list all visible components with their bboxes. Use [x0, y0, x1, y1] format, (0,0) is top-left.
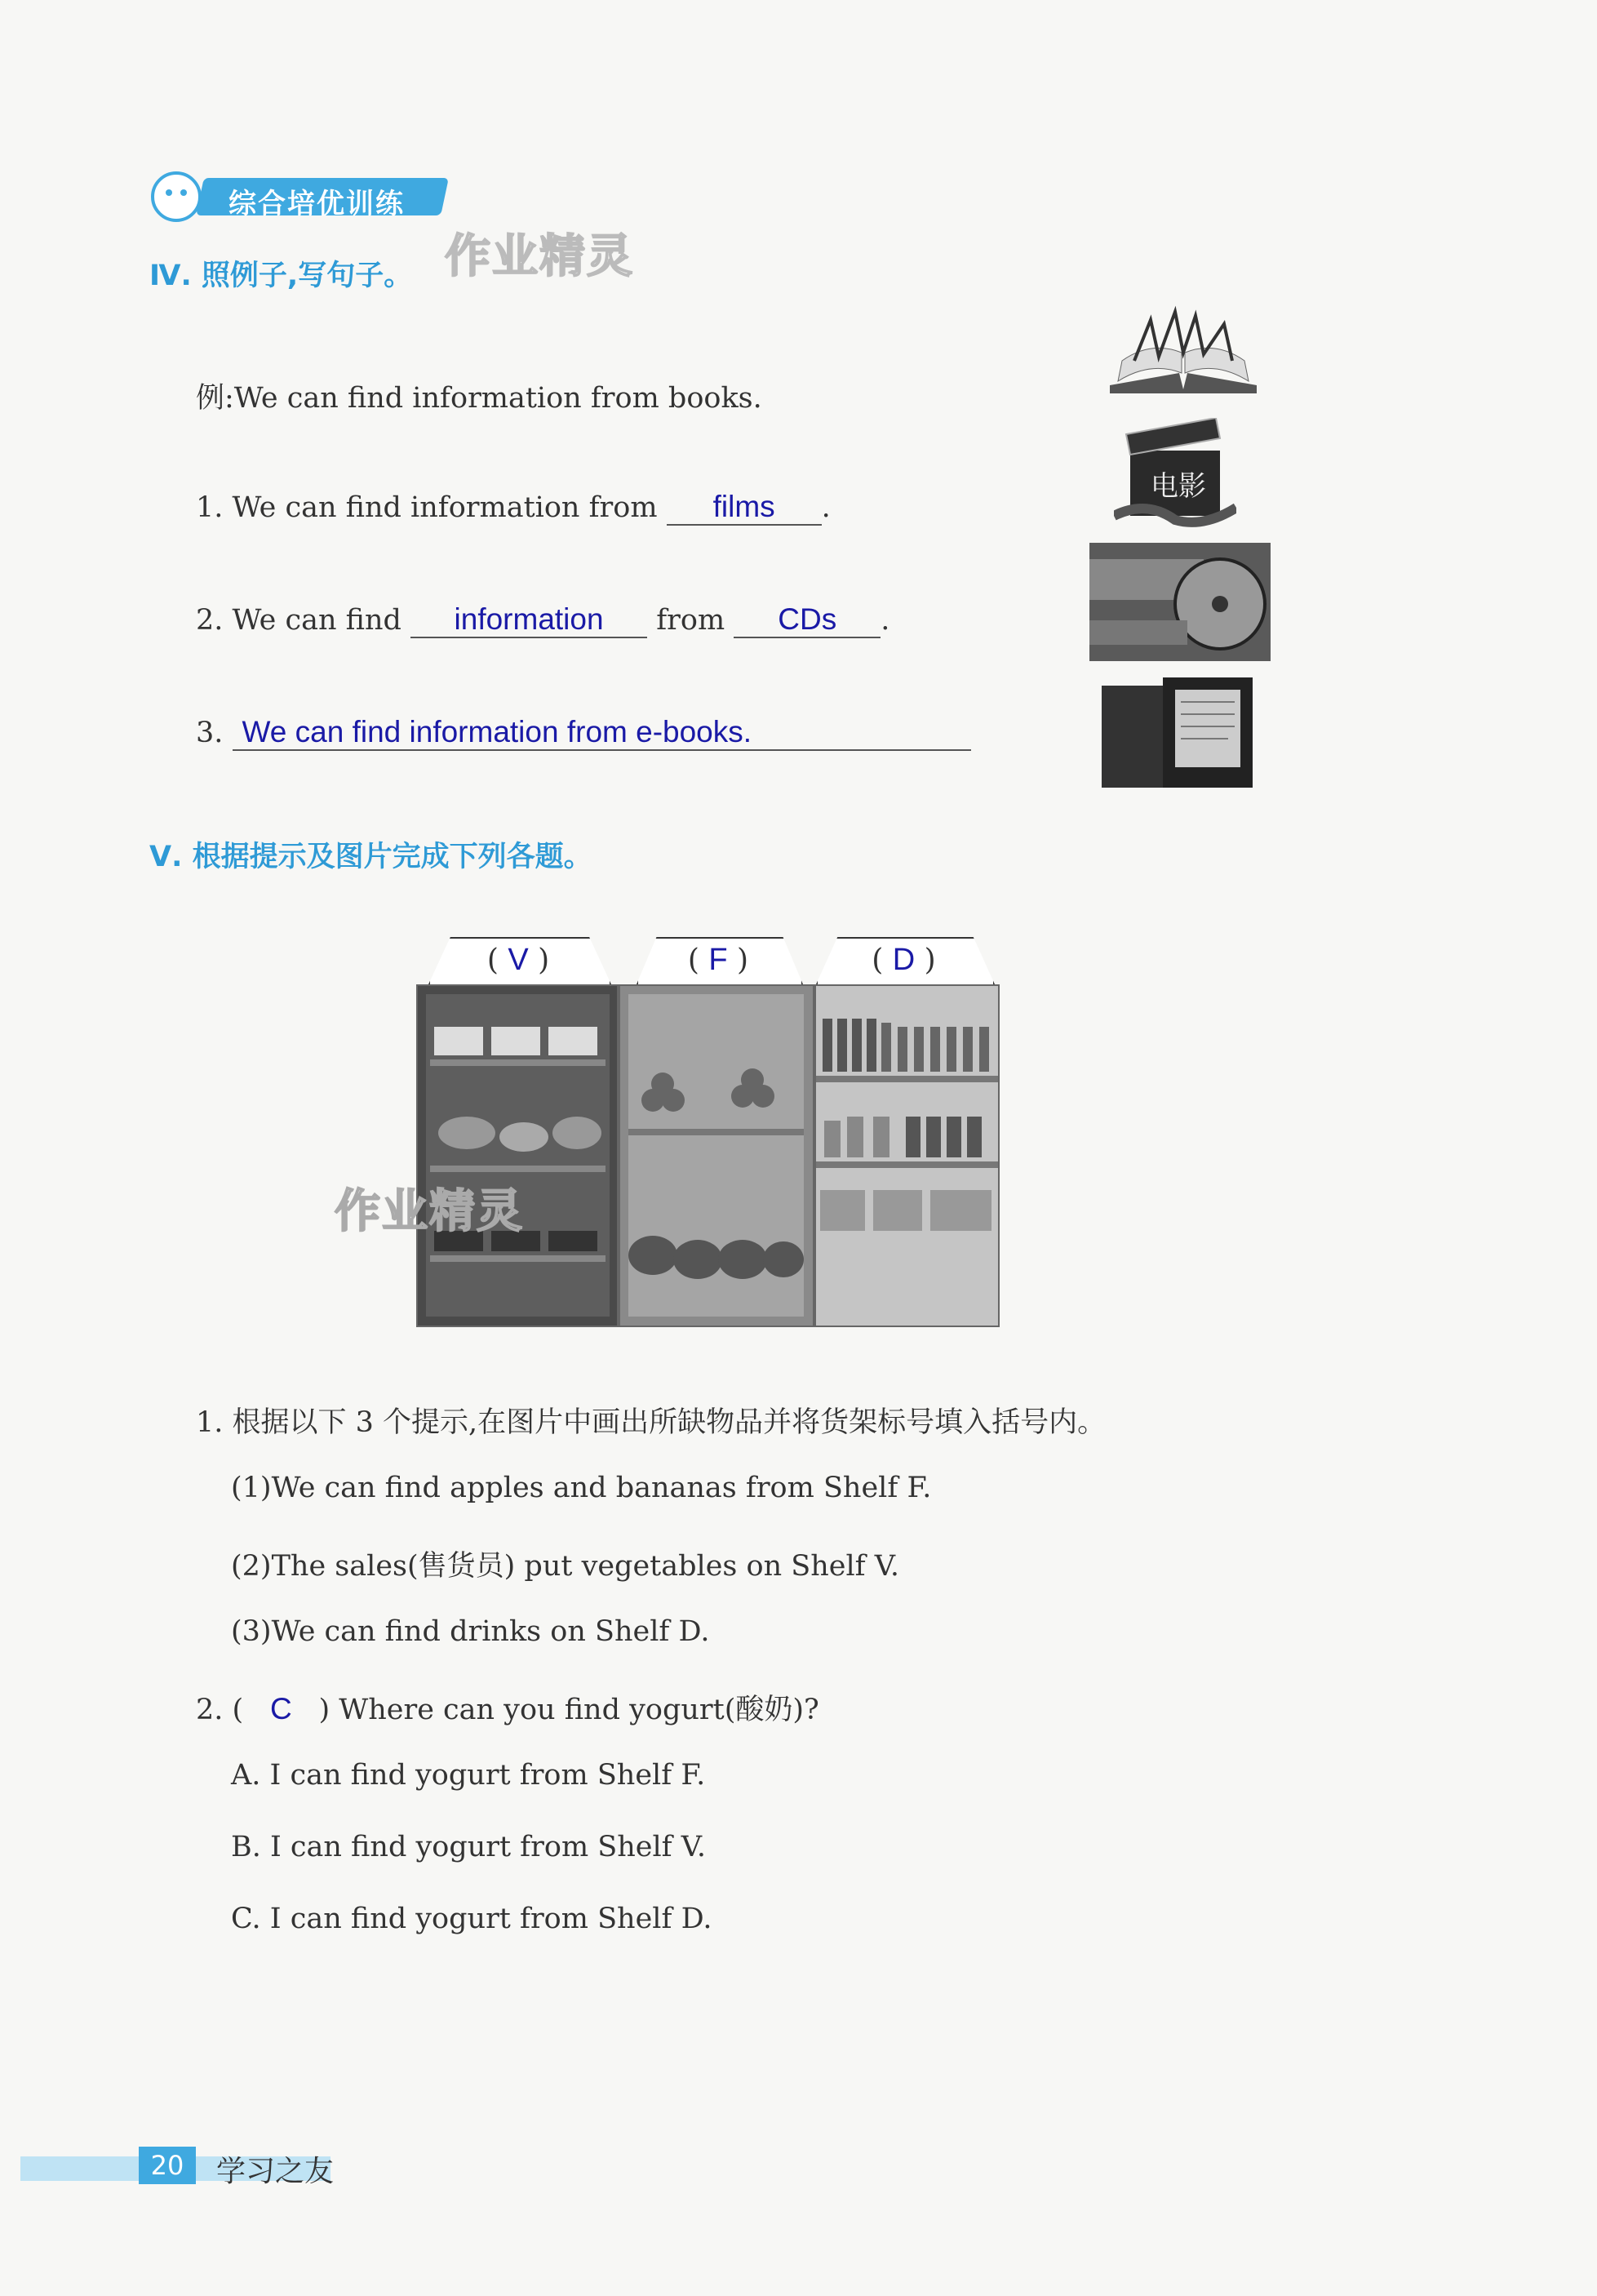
mascot-icon — [151, 171, 202, 222]
shelf-v — [416, 984, 619, 1327]
q3-answer: We can find information from e-books. — [242, 715, 752, 748]
cd-icon — [1089, 543, 1271, 661]
option-b: B. I can find yogurt from Shelf V. — [231, 1831, 707, 1863]
shelf-f-answer: F — [708, 943, 728, 977]
shelf-f — [619, 984, 814, 1327]
page-number: 20 — [139, 2147, 196, 2184]
q3-prefix: 3. — [196, 717, 224, 749]
q2-prefix: 2. We can find — [196, 604, 401, 637]
film-label: 电影 — [1151, 470, 1206, 503]
q2-suffix: . — [881, 604, 890, 637]
question-5-2 — [196, 1687, 819, 1728]
question-4-2 — [196, 602, 889, 638]
example-sentence: 例:We can find information from books. — [196, 382, 762, 415]
q5-2-suffix: ) Where can you find yogurt(酸奶)? — [318, 1694, 819, 1726]
book-title: 学习之友 — [216, 2155, 335, 2188]
shelf-d-answer: D — [892, 943, 916, 977]
question-5-1: 1. 根据以下 3 个提示,在图片中画出所缺物品并将货架标号填入括号内。 — [196, 1406, 1107, 1439]
q1-prefix: 1. We can find information from — [196, 491, 658, 524]
q2-blank-1[interactable] — [410, 602, 647, 638]
q3-blank[interactable] — [233, 715, 971, 751]
shelf-label-d-text: ( D ) — [872, 943, 936, 977]
watermark: 作业精灵 — [445, 230, 634, 283]
section-4-title: Ⅳ. 照例子,写句子。 — [149, 260, 413, 292]
question-4-3 — [196, 715, 971, 751]
q1-suffix: . — [821, 491, 831, 524]
q2-answer-2: CDs — [778, 602, 837, 636]
hint-3: (3)We can find drinks on Shelf D. — [231, 1615, 710, 1648]
hint-1: (1)We can find apples and bananas from Shelf F. — [231, 1472, 932, 1504]
ebook-reader-icon — [1098, 677, 1269, 792]
q1-blank[interactable] — [667, 490, 822, 526]
option-a: A. I can find yogurt from Shelf F. — [231, 1759, 706, 1792]
section-banner — [151, 171, 461, 222]
q2-blank-2[interactable] — [734, 602, 881, 638]
q5-2-blank[interactable] — [252, 1692, 309, 1726]
shelf-illustration — [416, 937, 1000, 1329]
banner-title: 综合培优训练 — [228, 188, 405, 220]
film-clapper-icon — [1114, 418, 1236, 528]
shelf-v-answer: V — [508, 943, 529, 977]
section-5-title: Ⅴ. 根据提示及图片完成下列各题。 — [149, 841, 592, 873]
shelf-d — [814, 984, 1000, 1327]
watermark-2: 作业精灵 — [335, 1185, 524, 1238]
q1-answer: films — [712, 490, 775, 523]
hint-2: (2)The sales(售货员) put vegetables on Shelf V. — [231, 1550, 900, 1583]
shelf-label-f-text: ( F ) — [687, 943, 749, 977]
shelf-label-v-text: ( V ) — [486, 943, 550, 977]
q5-2-answer: C — [269, 1692, 292, 1725]
question-4-1 — [196, 490, 831, 526]
q5-2-prefix: 2. ( — [196, 1694, 244, 1726]
book-icon — [1102, 304, 1265, 397]
option-c: C. I can find yogurt from Shelf D. — [231, 1903, 712, 1935]
q2-middle: from — [656, 604, 725, 637]
q2-answer-1: information — [454, 602, 604, 636]
